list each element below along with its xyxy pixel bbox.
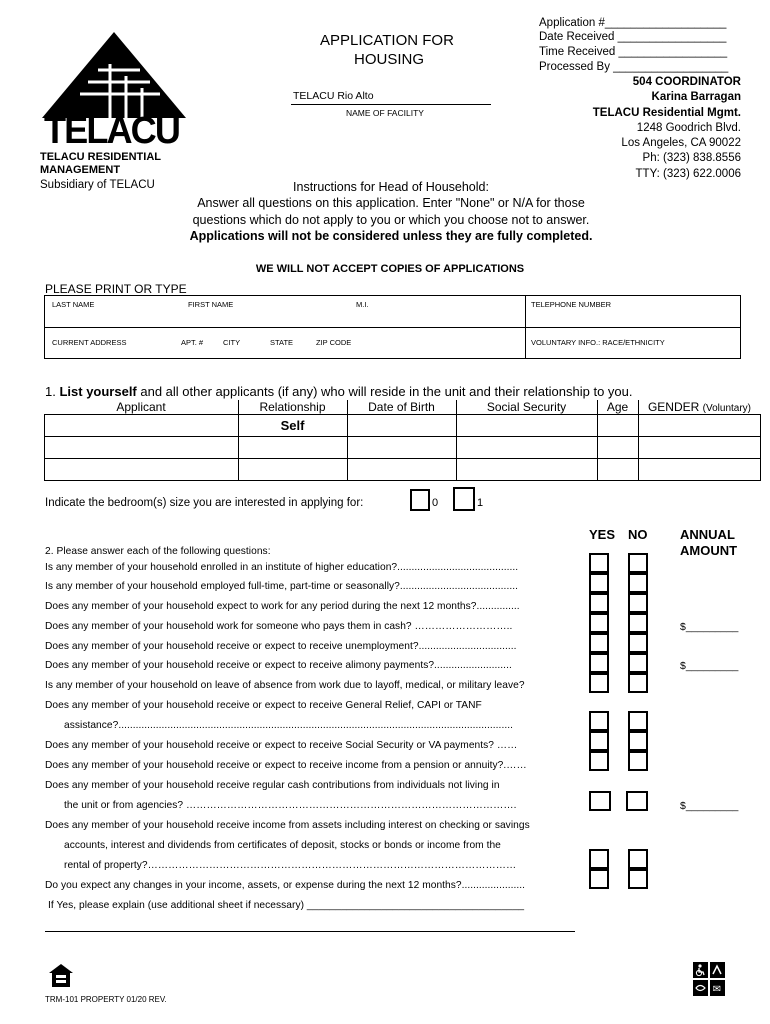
bedroom-prompt: Indicate the bedroom(s) size you are interested in applying for: <box>45 497 364 509</box>
facility-label: NAME OF FACILITY <box>346 108 424 118</box>
question-7: Is any member of your household on leave of absence from work due to layoff, medical, or military leave? <box>45 680 525 691</box>
contact-block <box>593 75 741 182</box>
q7-no-checkbox[interactable] <box>628 673 648 693</box>
org-name-line1: TELACU RESIDENTIAL <box>40 151 161 163</box>
q13-no-checkbox[interactable] <box>628 869 648 889</box>
q7-yes-checkbox[interactable] <box>589 673 609 693</box>
question-9: Does any member of your household receive or expect to receive Social Security or VA payments? …… <box>45 740 518 751</box>
telephone-field[interactable]: TELEPHONE NUMBER <box>531 300 612 309</box>
q1-no-checkbox[interactable] <box>628 553 648 573</box>
state-field[interactable]: STATE <box>270 338 294 347</box>
q1-yes-checkbox[interactable] <box>589 553 609 573</box>
q11-yes-checkbox[interactable] <box>589 791 611 811</box>
telacu-logo <box>40 30 188 150</box>
q3-yes-checkbox[interactable] <box>589 593 609 613</box>
question-3: Does any member of your household expect to work for any period during the next 12 months?............... <box>45 601 520 612</box>
header-applicant: Applicant <box>45 400 239 415</box>
instructions-line2: questions which do not apply to you or which you choose not to answer. <box>192 212 590 227</box>
facility-underline <box>291 104 491 105</box>
q9-no-checkbox[interactable] <box>628 731 648 751</box>
no-copies-notice: WE WILL NOT ACCEPT COPIES OF APPLICATIONS <box>255 263 525 275</box>
facility-value: TELACU Rio Alto <box>293 90 374 102</box>
q2-no-checkbox[interactable] <box>628 573 648 593</box>
header-dob: Date of Birth <box>347 400 456 415</box>
amount-q4[interactable]: $_________ <box>680 621 739 633</box>
section2-intro: 2. Please answer each of the following questions: <box>45 546 271 557</box>
q8-no-checkbox[interactable] <box>628 711 648 731</box>
q4-yes-checkbox[interactable] <box>589 613 609 633</box>
q5-yes-checkbox[interactable] <box>589 633 609 653</box>
instructions-line1: Answer all questions on this application. Enter "None" or N/A for those <box>197 196 585 211</box>
middle-initial-field[interactable]: M.I. <box>356 300 369 309</box>
question-6: Does any member of your household receive or expect to receive alimony payments?........................... <box>45 660 512 671</box>
annual-header-2: AMOUNT <box>680 543 738 558</box>
q8-yes-checkbox[interactable] <box>589 711 609 731</box>
date-received-field[interactable]: Date Received _________________ <box>539 31 727 43</box>
q13-yes-checkbox[interactable] <box>589 869 609 889</box>
form-number: TRM-101 PROPERTY 01/20 REV. <box>45 995 167 1004</box>
question-2: Is any member of your household employed full-time, part-time or seasonally?......................................... <box>45 581 518 592</box>
print-label: PLEASE PRINT OR TYPE <box>45 282 187 296</box>
question-13: Do you expect any changes in your income, assets, or expense during the next 12 months?...................... <box>45 880 525 891</box>
apt-field[interactable]: APT. # <box>181 338 204 347</box>
header-gender: GENDER (Voluntary) <box>638 400 761 415</box>
question-11a: Does any member of your household receive regular cash contributions from individuals not living in <box>45 780 500 791</box>
contact-line5: Los Angeles, CA 90022 <box>621 137 741 150</box>
question-5: Does any member of your household receive or expect to receive unemployment?.................................. <box>45 641 517 652</box>
question-11b: the unit or from agencies? ……………………………………………………………………………………. <box>64 800 517 811</box>
contact-line3: TELACU Residential Mgmt. <box>592 106 741 119</box>
q11-no-checkbox[interactable] <box>626 791 648 811</box>
bedroom-0-checkbox[interactable] <box>410 489 430 511</box>
header-relationship: Relationship <box>238 400 347 415</box>
section1-number: 1. <box>45 384 56 399</box>
instructions-heading: Instructions for Head of Household: <box>293 180 489 194</box>
q10-no-checkbox[interactable] <box>628 751 648 771</box>
contact-line4: 1248 Goodrich Blvd. <box>636 121 741 134</box>
question-12a: Does any member of your household receive income from assets including interest on checking or savings <box>45 820 530 831</box>
applicant-info-box <box>44 295 741 359</box>
table-row[interactable] <box>45 459 761 481</box>
question-10: Does any member of your household receive or expect to receive income from a pension or annuity?.…… <box>45 760 527 771</box>
q10-yes-checkbox[interactable] <box>589 751 609 771</box>
bedroom-1-checkbox[interactable] <box>453 487 475 511</box>
q4-no-checkbox[interactable] <box>628 613 648 633</box>
instructions-line3: Applications will not be considered unless they are fully completed. <box>189 228 593 243</box>
header-ssn: Social Security <box>456 400 597 415</box>
org-name-line2: MANAGEMENT <box>40 164 121 176</box>
svg-text:✉: ✉ <box>712 984 722 995</box>
contact-line2: Karina Barragan <box>651 91 741 104</box>
question-4: Does any member of your household work for someone who pays them in cash? ……………………….. <box>45 621 513 632</box>
bedroom-0-label: 0 <box>432 497 439 509</box>
amount-q6[interactable]: $_________ <box>680 660 739 672</box>
q2-yes-checkbox[interactable] <box>589 573 609 593</box>
question-8b: assistance?......................................................................................................................................... <box>64 720 513 731</box>
no-header: NO <box>628 527 648 542</box>
last-name-field[interactable]: LAST NAME <box>52 300 95 309</box>
section1-bold: List yourself <box>59 384 137 399</box>
form-title-line1: APPLICATION FOR <box>320 32 454 49</box>
q12-yes-checkbox[interactable] <box>589 849 609 869</box>
question-8a: Does any member of your household receive or expect to receive General Relief, CAPI or TANF <box>45 700 482 711</box>
q9-yes-checkbox[interactable] <box>589 731 609 751</box>
bedroom-1-label: 1 <box>477 497 484 509</box>
amount-q11[interactable]: $_________ <box>680 800 739 812</box>
section1-rest: and all other applicants (if any) who will reside in the unit and their relationship to you. <box>136 384 633 399</box>
q6-no-checkbox[interactable] <box>628 653 648 673</box>
q5-no-checkbox[interactable] <box>628 633 648 653</box>
table-row[interactable] <box>45 415 761 437</box>
address-field[interactable]: CURRENT ADDRESS <box>52 338 127 347</box>
question-14: If Yes, please explain (use additional sheet if necessary) ______________________________________ <box>48 900 525 911</box>
equal-housing-icon <box>48 963 74 991</box>
section1-heading <box>45 384 633 399</box>
logo-wordmark: TELACU <box>44 110 180 152</box>
application-number-field[interactable]: Application #___________________ <box>539 17 727 29</box>
applicants-table <box>44 400 761 483</box>
self-relationship: Self <box>238 415 347 437</box>
explain-line[interactable] <box>45 931 575 932</box>
accessibility-icons <box>693 962 725 996</box>
annual-header-1: ANNUAL <box>680 527 735 542</box>
org-subsidiary: Subsidiary of TELACU <box>40 179 155 191</box>
question-12c: rental of property?……………………………………………………………………………………………… <box>64 860 517 871</box>
instructions <box>0 179 770 244</box>
race-ethnicity-field[interactable]: VOLUNTARY INFO.: RACE/ETHNICITY <box>531 338 665 347</box>
form-title-line2: HOUSING <box>354 51 425 68</box>
q12-no-checkbox[interactable] <box>628 849 648 869</box>
first-name-field[interactable]: FIRST NAME <box>188 300 234 309</box>
table-row[interactable] <box>45 437 761 459</box>
question-1: Is any member of your household enrolled in an institute of higher education?.......................................... <box>45 562 519 573</box>
city-field[interactable]: CITY <box>223 338 241 347</box>
contact-line6: Ph: (323) 838.8556 <box>642 152 741 165</box>
table-header-row <box>45 400 761 415</box>
q6-yes-checkbox[interactable] <box>589 653 609 673</box>
yes-header: YES <box>589 527 616 542</box>
question-12b: accounts, interest and dividends from certificates of deposit, stocks or bonds or income from the <box>64 840 501 851</box>
header-age: Age <box>597 400 638 415</box>
q3-no-checkbox[interactable] <box>628 593 648 613</box>
time-received-field[interactable]: Time Received _________________ <box>539 46 728 58</box>
zip-field[interactable]: ZIP CODE <box>316 338 352 347</box>
contact-line7: TTY: (323) 622.0006 <box>635 167 741 180</box>
processed-by-field[interactable]: Processed By __________________ <box>539 61 729 73</box>
contact-line1: 504 COORDINATOR <box>632 76 741 88</box>
